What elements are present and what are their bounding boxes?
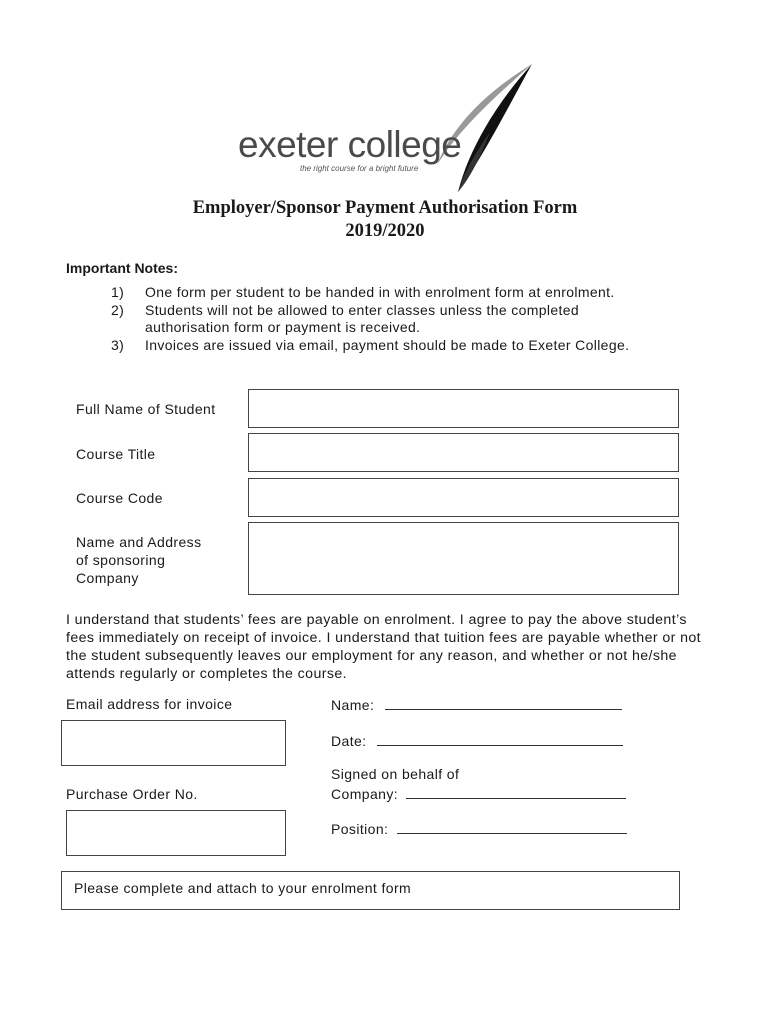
- signed-label-line2: Company:: [331, 786, 399, 802]
- note-number: 3): [111, 336, 125, 353]
- name-label: Name:: [331, 697, 375, 713]
- note-item: [111, 284, 705, 302]
- footer-note: Please complete and attach to your enrolment form: [74, 880, 412, 896]
- notes-list: [111, 284, 705, 354]
- note-item: [111, 302, 705, 337]
- full-name-field[interactable]: [248, 389, 679, 428]
- full-name-label: Full Name of Student: [76, 401, 216, 417]
- form-year: 2019/2020: [345, 221, 425, 241]
- sponsor-company-field[interactable]: [248, 522, 679, 595]
- course-code-label: Course Code: [76, 490, 163, 506]
- date-line[interactable]: [377, 735, 623, 746]
- name-line[interactable]: [385, 699, 622, 710]
- note-number: 1): [111, 284, 125, 300]
- purchase-order-label: Purchase Order No.: [66, 786, 198, 802]
- date-label: Date:: [331, 733, 367, 749]
- email-label: Email address for invoice: [66, 696, 233, 712]
- course-code-field[interactable]: [248, 478, 679, 517]
- signed-row: [331, 786, 626, 802]
- signed-label-line1: Signed on behalf of: [331, 766, 460, 782]
- sponsor-label-line1: Name and Address: [76, 534, 202, 550]
- college-logo-wordmark: exeter college: [238, 124, 462, 165]
- agreement-text: I understand that students’ fees are payable on enrolment. I agree to pay the above student’s fees immediately on receipt of invoice. I understand that tuition fees are payable whether or not the student subsequently leaves our employment for any reason, and whether or not he/she attends regularly or completes the course.: [66, 612, 702, 682]
- signed-line[interactable]: [406, 788, 626, 799]
- form-title: Employer/Sponsor Payment Authorisation Form: [192, 198, 578, 218]
- sponsor-label-line2: of sponsoring: [76, 552, 166, 568]
- note-text: Invoices are issued via email, payment should be made to Exeter College.: [145, 336, 630, 353]
- note-number: 2): [111, 301, 125, 318]
- email-field[interactable]: [61, 720, 286, 766]
- course-title-label: Course Title: [76, 446, 156, 462]
- note-text: One form per student to be handed in with enrolment form at enrolment.: [145, 284, 615, 300]
- position-row: [331, 821, 627, 837]
- note-text: Students will not be allowed to enter classes unless the completed authorisation form or payment is received.: [145, 301, 580, 335]
- course-title-field[interactable]: [248, 433, 679, 472]
- note-item: [111, 337, 705, 355]
- name-row: [331, 697, 622, 713]
- notes-heading: Important Notes:: [66, 260, 178, 276]
- sponsor-label-line3: Company: [76, 570, 139, 586]
- position-line[interactable]: [397, 823, 627, 834]
- purchase-order-field[interactable]: [66, 810, 286, 856]
- position-label: Position:: [331, 821, 389, 837]
- college-logo-tagline: the right course for a bright future: [300, 164, 419, 173]
- date-row: [331, 733, 623, 749]
